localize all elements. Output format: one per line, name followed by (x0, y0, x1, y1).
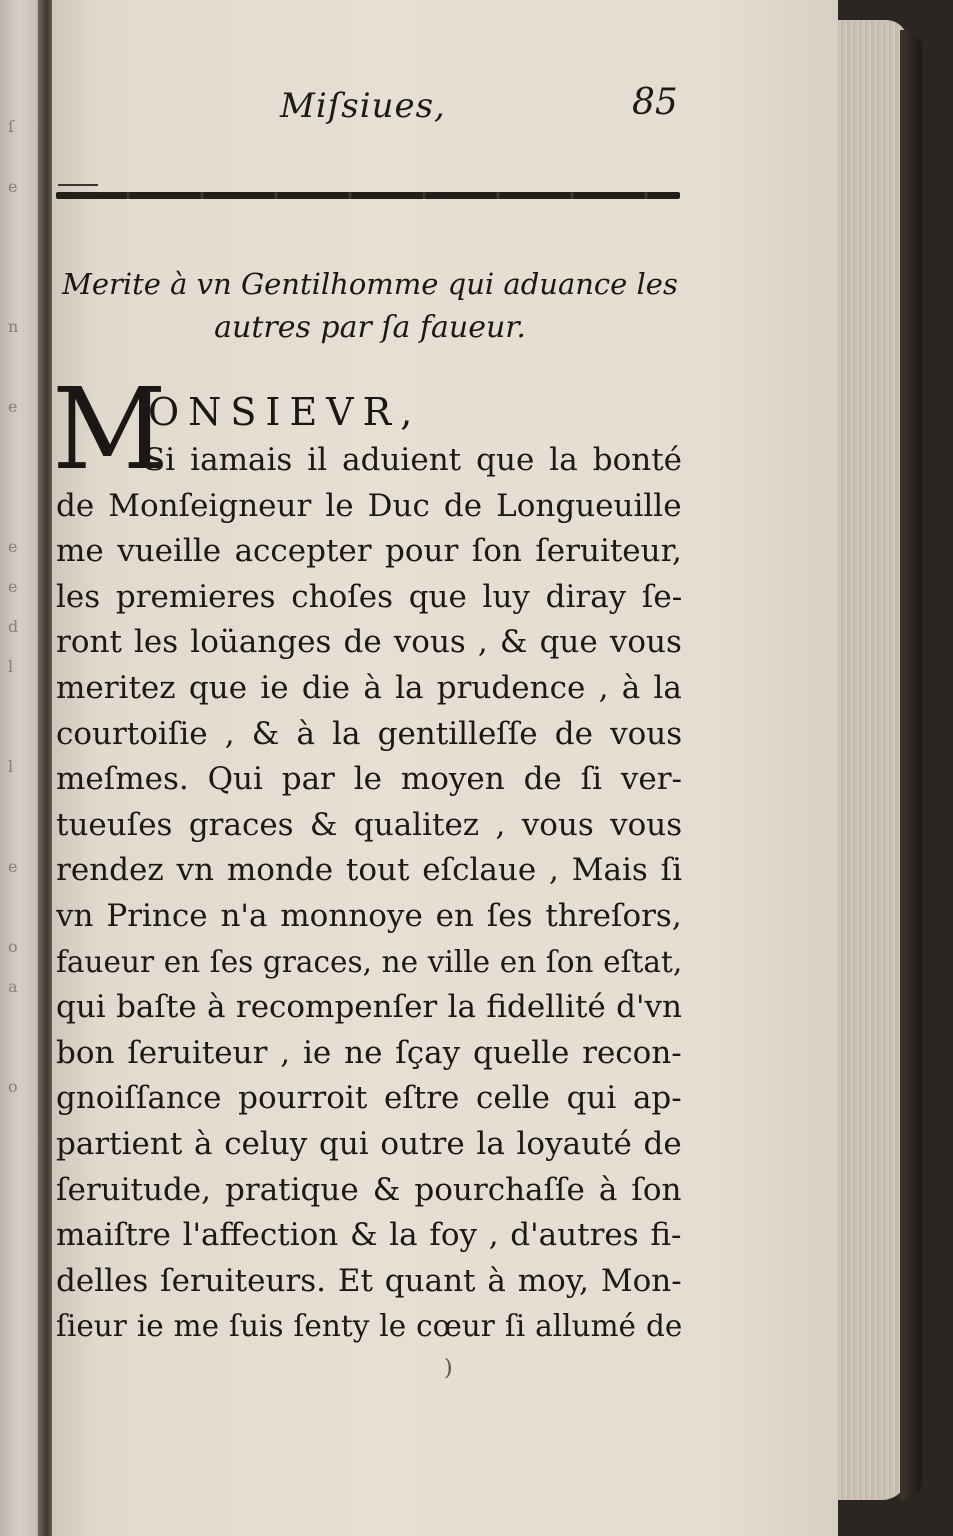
body-line: Si iamais il aduient que la bonté (144, 442, 683, 478)
body-line: vn Prince n'a monnoye en ſes threſors, (56, 897, 682, 934)
body-line: meſmes. Qui par le moyen de ſi ver- (56, 761, 683, 798)
body-line: ront les loüanges de vous , & que vous (56, 624, 682, 661)
body-line: partient à celuy qui outre la loyauté de (56, 1125, 682, 1162)
facing-page-bleed-marks: ſ e n e e e d l l e o a o (8, 117, 19, 1096)
body-line: de Monſeigneur le Duc de Longueuille (56, 487, 682, 524)
page-number: 85 (632, 82, 678, 123)
body-line: tueuſes graces & qualitez , vous vous (56, 806, 683, 843)
body-line: maiſtre l'affection & la foy , d'autres fi- (56, 1217, 682, 1254)
body-line: delles ſeruiteurs. Et quant à moy, Mon- (56, 1262, 682, 1299)
running-head: Miſsiues, (280, 86, 446, 126)
body-line: ſieur ie me ſuis ſenty le cœur ſi allumé de (56, 1309, 683, 1344)
body-line: courtoiſie , & à la gentilleſſe de vous (56, 715, 683, 752)
body-line: gnoiſſance pourroit eſtre celle qui ap- (56, 1080, 682, 1117)
header-rule (56, 192, 680, 199)
salutation: ONSIEVR, (148, 390, 422, 434)
body-line: rendez vn monde tout eſclaue , Mais ſi (56, 852, 683, 889)
letter-heading (60, 262, 680, 350)
body-line: bon ſeruiteur , ie ne ſçay quelle recon- (56, 1034, 682, 1071)
body-line: ſeruitude, pratique & pourchaſſe à ſon (56, 1171, 682, 1208)
page-fore-edge (838, 20, 908, 1500)
header-rule-accent (58, 184, 98, 186)
body-line: meritez que ie die à la prudence , à la (56, 669, 682, 706)
letter-body (56, 438, 682, 1350)
heading-line: autres par ſa faueur. (214, 310, 526, 345)
book-cover-edge (900, 30, 922, 1500)
page-blemish-mark: ) (444, 1356, 453, 1381)
body-line: faueur en ſes graces, ne ville en ſon eſtat, (56, 944, 683, 979)
drop-cap: M (52, 365, 167, 495)
body-line: les premieres choſes que luy diray ſe- (56, 578, 683, 615)
heading-line: Merite à vn Gentilhomme qui aduance les (62, 267, 678, 301)
body-line: me vueille accepter pour ſon ſeruiteur, (56, 533, 682, 570)
body-line: qui baſte à recompenſer la fidellité d'vn (56, 989, 682, 1026)
